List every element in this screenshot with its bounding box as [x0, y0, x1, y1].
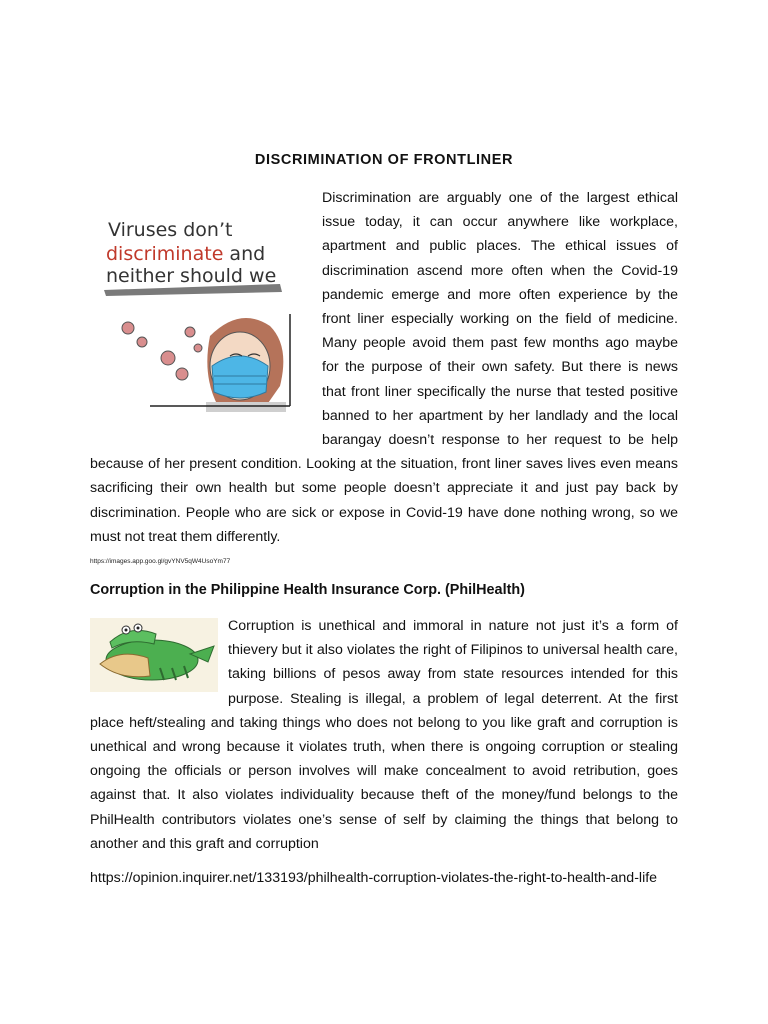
masked-person-icon: [206, 318, 286, 412]
viruses-dont-discriminate-illustration: [90, 216, 316, 434]
image-text-line3: neither should we: [106, 265, 277, 287]
image-text-discriminate: discriminate: [106, 243, 224, 265]
section1-paragraph: Discrimination are arguably one of the largest ethical issue today, it can occur anywhere like workplace, apartment and public places. The ethical issues of discrimination ascend more often when the Covid-19 pandemic emerge and more often experience by the front liner especially working on the field of medicine. Many people avoid them past few months ago maybe for the purpose of their own safety. But there is news that front liner specifically the nurse that tested positive banned to her apartment by her landlady and the local barangay doesn’t response to her request to be help because of her present condition. Looking at the situation, front liner saves lives even means sacrificing their own health but some people doesn’t appreciate it and just pay back by discrimination. People who are sick or expose in Covid-19 have done nothing wrong, so we must not treat them differently.: [90, 190, 678, 545]
image-text-line1: Viruses don’t: [108, 219, 233, 241]
virus-icon: [122, 322, 202, 380]
section1-source-link[interactable]: https://images.app.goo.gl/gvYNV5qW4UsoYm77: [90, 558, 231, 565]
section2-source-link[interactable]: https://opinion.inquirer.net/133193/philhealth-corruption-violates-the-right-to-health-and-life: [90, 870, 658, 886]
svg-text:discriminate and: [106, 243, 265, 265]
section2-heading: Corruption in the Philippine Health Insurance Corp. (PhilHealth): [90, 582, 525, 598]
philhealth-crocodile-cartoon: [90, 618, 218, 692]
image-text-and: and: [223, 243, 266, 265]
section1-body: [90, 186, 678, 549]
section2-paragraph: Corruption is unethical and immoral in nature not just it’s a form of thievery but it also violates the right of Filipinos to universal health care, taking billions of pesos away from state resources intended for this purpose. Stealing is illegal, a problem of legal deterrent. At the first place heft/stealing and taking things who does not belong to you like graft and corruption is unethical and wrong because it violates truth, when there is ongoing corruption or stealing ongoing the officials or person involves will make concealment to avoid retribution, goes against that. It also violates individuality because theft of the money/fund belongs to the PhilHealth contributors violates one’s sense of self by claiming the things that belong to another and this graft and corruption: [90, 618, 678, 852]
document-page: [90, 0, 678, 1024]
section2-body: [90, 614, 678, 856]
page-title: DISCRIMINATION OF FRONTLINER: [254, 152, 514, 168]
